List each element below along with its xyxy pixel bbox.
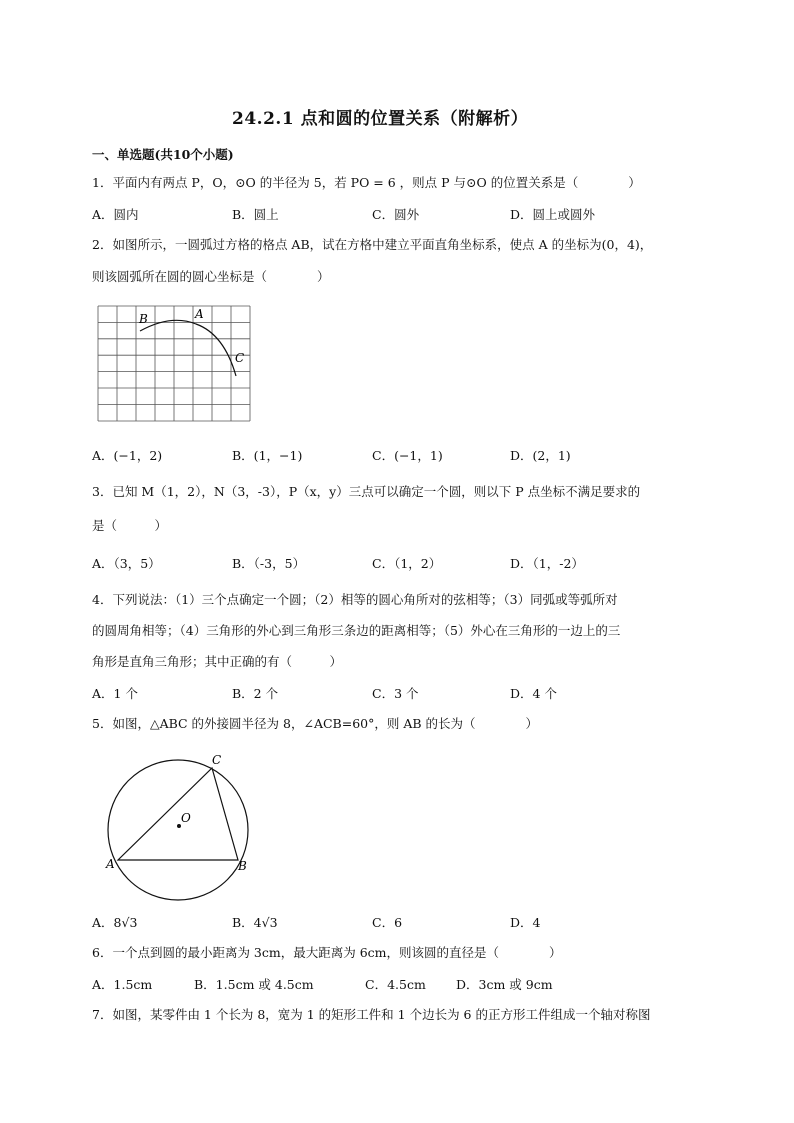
option-d: D．圆上或圆外 [510, 207, 596, 222]
label-c: C [212, 753, 222, 767]
label-o: O [181, 811, 191, 825]
question-text: 角形是直角三角形；其中正确的有（ ） [92, 654, 343, 669]
option-a: A．圆内 [92, 207, 139, 222]
option-a: A．(−1，2) [92, 448, 163, 463]
option-a: A．1 个 [92, 686, 138, 701]
label-b: B [139, 312, 148, 326]
option-b: B．(1，−1) [232, 448, 303, 463]
question-text: 2．如图所示，一圆弧过方格的格点 AB，试在方格中建立平面直角坐标系，使点 A 的坐标为(0，4)， [92, 237, 653, 252]
circumcircle [108, 760, 248, 900]
arc-curve [140, 320, 236, 376]
question-text: 5．如图，△ABC 的外接圆半径为 8，∠ACB=60°，则 AB 的长为（ ） [92, 716, 539, 731]
option-a: A．1.5cm [92, 977, 153, 992]
option-d: D．（1，-2） [510, 556, 584, 571]
label-a: A [195, 307, 204, 321]
question-text: 6．一个点到圆的最小距离为 3cm，最大距离为 6cm，则该圆的直径是（ ） [92, 945, 562, 960]
option-b: B．圆上 [232, 207, 279, 222]
question-text: 1．平面内有两点 P，O，⊙O 的半径为 5，若 PO = 6 ，则点 P 与⊙O 的位置关系是（ ） [92, 175, 641, 190]
option-b: B．1.5cm 或 4.5cm [194, 977, 314, 992]
option-a: A．8√3 [92, 915, 138, 930]
option-c: C．3 个 [372, 686, 419, 701]
option-a: A．（3，5） [92, 556, 161, 571]
option-b: B．2 个 [232, 686, 279, 701]
option-b: B．4√3 [232, 915, 278, 930]
question-text: 的圆周角相等；（4）三角形的外心到三角形三条边的距离相等；（5）外心在三角形的一边上的三 [92, 623, 621, 638]
option-c: C．6 [372, 915, 403, 930]
question-text: 4．下列说法：（1）三个点确定一个圆；（2）相等的圆心角所对的弦相等；（3）同弧或等弧所对 [92, 592, 618, 607]
option-c: C．(−1，1) [372, 448, 443, 463]
label-b: B [238, 859, 247, 873]
question-text: 则该圆弧所在圆的圆心坐标是（ ） [92, 269, 330, 284]
question-text: 7．如图，某零件由 1 个长为 8，宽为 1 的矩形工件和 1 个边长为 6 的正方形工件组成一个轴对称图 [92, 1007, 651, 1022]
grid-arc-figure [96, 304, 254, 424]
question-text: 3．已知 M（1，2），N（3，-3），P（x，y）三点可以确定一个圆，则以下 P 点坐标不满足要求的 [92, 484, 641, 499]
label-a: A [106, 857, 115, 871]
circumcircle-figure [100, 750, 260, 902]
grid-lines [98, 306, 250, 421]
option-c: C．4.5cm [365, 977, 426, 992]
option-b: B．（-3，5） [232, 556, 306, 571]
option-d: D．(2，1) [510, 448, 571, 463]
option-c: C．（1，2） [372, 556, 442, 571]
page-title: 24.2.1 点和圆的位置关系（附解析） [232, 109, 529, 129]
option-d: D．4 个 [510, 686, 557, 701]
label-c: C [235, 351, 245, 365]
option-d: D．4 [510, 915, 541, 930]
option-c: C．圆外 [372, 207, 420, 222]
triangle-abc [118, 768, 238, 860]
section-heading: 一、单选题(共10个小题) [92, 147, 234, 162]
option-d: D．3cm 或 9cm [456, 977, 553, 992]
question-text: 是（ ） [92, 518, 168, 533]
